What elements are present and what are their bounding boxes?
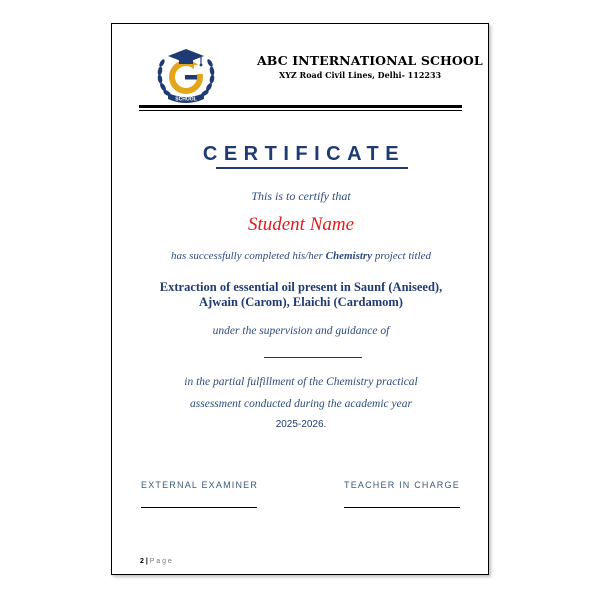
guide-name-blank xyxy=(264,357,362,358)
project-title-line-1: Extraction of essential oil present in Saunf (Aniseed), xyxy=(159,280,443,294)
page-separator: | xyxy=(143,558,150,565)
page-label: P a g e xyxy=(149,558,172,565)
certificate-title: CERTIFICATE xyxy=(202,143,406,165)
school-name: ABC INTERNATIONAL SCHOOL xyxy=(257,53,483,68)
teacher-in-charge-label: TEACHER IN CHARGE xyxy=(344,480,460,490)
page-footer xyxy=(140,558,172,565)
teacher-signature-line xyxy=(344,507,460,508)
certify-line: This is to certify that xyxy=(251,189,351,203)
subject-name: Chemistry xyxy=(325,250,373,262)
fulfillment-text xyxy=(112,371,490,415)
external-examiner-signature-line xyxy=(141,507,257,508)
page-number: 2 xyxy=(140,558,144,565)
logo-ribbon-text: SCHOOL xyxy=(175,96,197,103)
project-title-line-2: Ajwain (Carom), Elaichi (Cardamom) xyxy=(199,295,403,309)
certificate-page xyxy=(111,23,489,575)
completed-line xyxy=(112,250,490,262)
project-title xyxy=(132,280,470,310)
fulfillment-line-2: assessment conducted during the academic year xyxy=(190,398,412,410)
header-divider-thick xyxy=(139,105,462,108)
header-divider-thin xyxy=(139,110,462,111)
fulfillment-line-1: in the partial fulfillment of the Chemistry practical xyxy=(184,376,418,388)
school-logo xyxy=(154,43,218,107)
completed-suffix: project titled xyxy=(372,250,431,262)
school-address: XYZ Road Civil Lines, Delhi- 112233 xyxy=(279,70,442,80)
graduation-cap-icon xyxy=(168,49,204,66)
student-name: Student Name xyxy=(247,214,355,235)
supervision-line: under the supervision and guidance of xyxy=(212,325,390,337)
academic-year: 2025-2026. xyxy=(275,419,327,430)
completed-prefix: has successfully completed his/her xyxy=(171,250,326,262)
external-examiner-label: EXTERNAL EXAMINER xyxy=(141,480,259,490)
title-underline xyxy=(216,167,408,169)
